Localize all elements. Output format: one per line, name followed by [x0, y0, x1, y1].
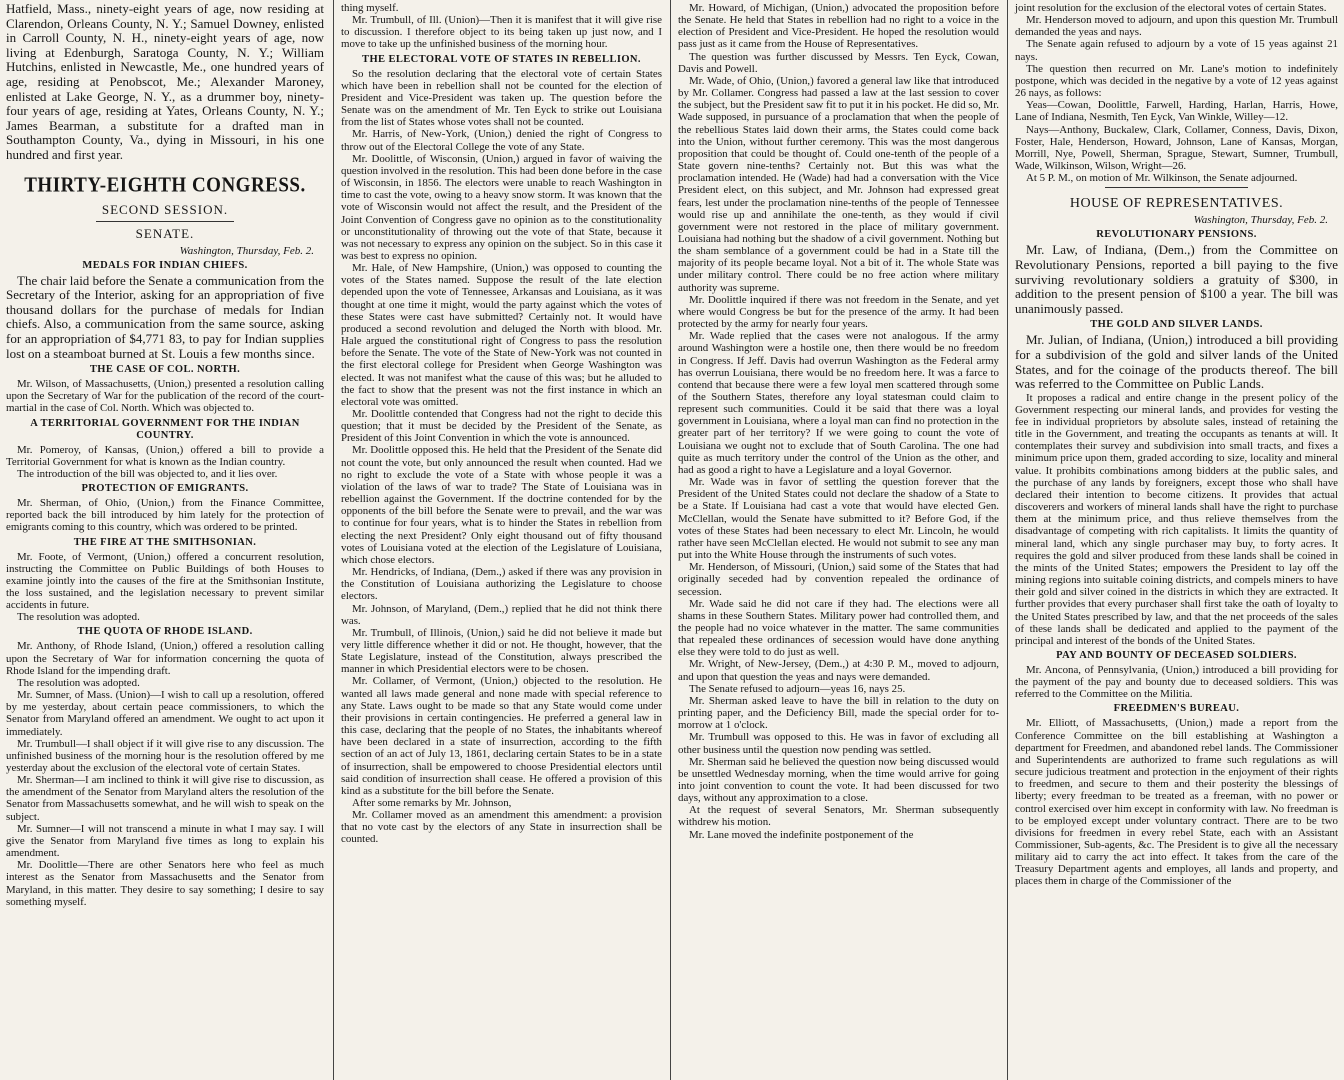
column-1 — [0, 0, 330, 1080]
paragraph: Mr. Doolittle contended that Congress had not the right to decide this question; that it must be decided by the President of the Senate, as President of this Joint Convention in which the vote is announced. — [341, 408, 662, 445]
column-2 — [335, 0, 668, 1080]
paragraph: So the resolution declaring that the electoral vote of certain States which have been in rebellion shall not be counted for the election of President and Vice-President was taken up. The question before the Senate was on the amendment of Mr. Ten Eyck to strike out Louisiana from the list of States whose votes shall not be counted. — [341, 67, 662, 129]
paragraph: Mr. Trumbull, of Illinois, (Union,) said he did not believe it made but very little difference whether it did or not. He thought, however, that the State Legislature, instead of the Constitution, always prescribed the manner in which Presidential electors were to be chosen. — [341, 626, 662, 676]
article-heading: A TERRITORIAL GOVERNMENT FOR THE INDIAN COUNTRY. — [30, 417, 300, 441]
paragraph: Mr. Hendricks, of Indiana, (Dem.,) asked if there was any provision in the Constitution of Louisiana authorizing the Legislature to choose electors. — [341, 566, 662, 603]
paragraph: Mr. Collamer, of Vermont, (Union,) objected to the resolution. He wanted all laws made general and none made with special reference to any State. Laws ought to be made so that any State would come under their provisions in certain contingencies. He preferred a general law in this case, declaring that the people of no States, the inhabitants whereof have been declared in a state of insurrection, according to the fifth section of an act of July 13, 1861, declaring certain States to be in a state of insurrection, shall be empowered to choose Presidential electors until said condition of insurrection shall cease. He offered a provision of this kind as a substitute for the bill before the Senate. — [341, 675, 662, 797]
paragraph: The introduction of the bill was objected to, and it lies over. — [17, 467, 278, 480]
paragraph: Nays—Anthony, Buckalew, Clark, Collamer, Conness, Davis, Dixon, Foster, Hale, Henderson, Howard, Johnson, Lane of Kansas, Morgan, Morrill, Nye, Powell, Sherman, Sprague, Stewart, Sumner, Trumbull, Wade, Wilkinson, Wilson, Wright—26. — [1015, 123, 1338, 173]
article-heading: PROTECTION OF EMIGRANTS. — [81, 483, 249, 495]
paragraph: Mr. Julian, of Indiana, (Union,) introduced a bill providing for a subdivision of the gold and silver lands of the United States, and for the coinage of the products thereof. The bill was referred to the Committee on Public Lands. — [1015, 332, 1338, 392]
dateline: Washington, Thursday, Feb. 2. — [179, 244, 314, 257]
paragraph: Mr. Sherman said he believed the question now being discussed would be unsettled Wednesday morning, when the time would arrive for going into joint convention to count the vote. It had been discussed for two days, without any approximation to a close. — [678, 755, 999, 805]
paragraph: Mr. Anthony, of Rhode Island, (Union,) offered a resolution calling upon the Secretary of War for information concerning the quota of Rhode Island for the impending draft. — [6, 640, 324, 677]
column-rule — [1007, 0, 1008, 1080]
paragraph: Mr. Doolittle—There are other Senators here who feel as much interest as the Senator from Massachusetts and the Senator from Maryland, in this matter. They desire to say something; I desire to say something myself. — [6, 859, 324, 908]
paragraph: Mr. Howard, of Michigan, (Union,) advocated the proposition before the Senate. He held that States in rebellion had no right to a voice in the election of President and Vice-President. He hoped the resolution would pass just as it came from the House of Representatives. — [678, 2, 999, 51]
paragraph: Mr. Sumner—I will not transcend a minute in what I may say. I will give the Senator from Maryland five times as long to explain his amendment. — [6, 822, 324, 860]
article-heading: FREEDMEN'S BUREAU. — [1113, 703, 1240, 715]
paragraph: Mr. Wright, of New-Jersey, (Dem.,) at 4:30 P. M., moved to adjourn, and upon that question the yeas and nays were demanded. — [678, 658, 999, 683]
paragraph: Mr. Hale, of New Hampshire, (Union,) was opposed to counting the votes of the States named. Suppose the result of the late election depended upon the vote of Tennessee, Arkansas and Louisiana, as it was thought at one time it might, would the party against which the votes of these States were cast have submitted? Certainly not. It would have produced a second revolution and deluged the North with blood. Mr. Hale argued the constitutional right of Congress to pass the resolution before the Senate. The vote of the State of New-York was not counted in the first electoral college for President when George Washington was elected. It was not manifest what the cause of this was; but he alluded to the fact to show that the present was not the first instance in which an electoral vote was omitted. — [341, 262, 662, 408]
paragraph: Mr. Harris, of New-York, (Union,) denied the right of Congress to throw out of the Electoral College the vote of any State. — [341, 128, 662, 153]
paragraph: Mr. Henderson, of Missouri, (Union,) said some of the States that had originally seceded had by convention repealed the ordinance of secession. — [678, 561, 999, 598]
paragraph: Yeas—Cowan, Doolittle, Farwell, Harding, Harlan, Harris, Howe, Lane of Indiana, Nesmith, Ten Eyck, Van Winkle, Willey—12. — [1015, 99, 1338, 124]
paragraph: Mr. Wade said he did not care if they had. The elections were all shams in these Southern States. Military power had controlled them, and the people had no voice whatever in the matter. The same communities that repealed these ordinances of secession would have done anything else they were told to do just as well. — [678, 597, 999, 659]
article-heading: THE GOLD AND SILVER LANDS. — [1090, 319, 1263, 331]
dateline: Washington, Thursday, Feb. 2. — [1193, 214, 1328, 227]
paragraph: joint resolution for the exclusion of the electoral votes of certain States. — [1015, 2, 1327, 14]
paragraph: Mr. Sherman asked leave to have the bill in relation to the duty on printing paper, and the Deficiency Bill, made the special order for to-morrow at 1 o'clock. — [678, 694, 999, 732]
column-rule — [670, 0, 671, 1080]
paragraph: Mr. Doolittle, of Wisconsin, (Union,) argued in favor of waiving the question involved in the resolution. This had been done before in the case of Wisconsin, in 1856. The electors were unable to reach Washington in time to cast the vote, owing to a heavy snow storm. It was known that the vote of Wisconsin would not affect the result, and the President of the Joint Convention of Congress gave no opinion as to the constitutionality or unconstitutionality of throwing out the vote of that State, because it was not necessary to express any opinion on the subject. So in this case it was best to express no opinion. — [341, 152, 662, 262]
paragraph: The question then recurred on Mr. Lane's motion to indefinitely postpone, which was decided in the negative by a vote of 12 yeas against 26 nays, as follows: — [1015, 62, 1338, 100]
paragraph: Mr. Johnson, of Maryland, (Dem.,) replied that he did not think there was. — [341, 602, 662, 627]
paragraph: The Senate refused to adjourn—yeas 16, nays 25. — [689, 682, 906, 695]
paragraph: Mr. Pomeroy, of Kansas, (Union,) offered a bill to provide a Territorial Government for what is known as the Indian country. — [6, 443, 324, 468]
paragraph: Mr. Doolittle opposed this. He held that the President of the Senate did not count the vote, but only announced the result when counted. Had we no right to exclude the vote of a State with whose people it was a violation of the laws of war to trade? The State of Louisiana was in rebellion against the Government. If the doctrine contended for by the opponents of the bill before the Senate were to prevail, and the war was to continue for four years, what is to hinder the States in rebellion from electing the next President? Only eight thousand out of fifty thousand votes of Louisiana voted at the election of the Legislature of Louisiana, which chose electors. — [341, 444, 662, 566]
paragraph: Mr. Henderson moved to adjourn, and upon this question Mr. Trumbull demanded the yeas and nays. — [1015, 14, 1338, 39]
section-title: THIRTY-EIGHTH CONGRESS. — [24, 173, 306, 197]
paragraph: The resolution was adopted. — [17, 676, 140, 689]
section-subtitle: SECOND SESSION. — [101, 201, 229, 217]
separator-rule — [1105, 187, 1248, 188]
paragraph: Mr. Sumner, of Mass. (Union)—I wish to call up a resolution, offered by me yesterday, about certain peace commissioners, to which the Senator from Maryland offered an amendment. We ought to act upon it immediately. — [6, 689, 324, 738]
paragraph: Mr. Ancona, of Pennsylvania, (Union,) introduced a bill providing for the payment of the pay and bounty due to deceased soldiers. This was referred to the Committee on the Militia. — [1015, 663, 1338, 701]
paragraph: The chair laid before the Senate a communication from the Secretary of the Interior, asking for an appropriation of five thousand dollars for the purchase of medals for Indian chiefs. Also, a communication from the same source, asking for an appropriation of $4,771 83, to pay for Indian supplies lost on a steamboat burned at St. Louis a few months since. — [6, 272, 324, 361]
paragraph: At the request of several Senators, Mr. Sherman subsequently withdrew his motion. — [678, 804, 999, 829]
paragraph: Mr. Wade was in favor of settling the question forever that the President of the United States could not declare the shadow of a State to be a State. If Louisiana had cast a vote that would have elected Gen. McClellan, would the Senate have submitted to it? Before God, if the votes of these States had been necessary to elect Mr. Lincoln, he would rather have seen McClellan elected. He would not submit to see any man put into the White House through the instruments of such votes. — [678, 476, 999, 562]
paragraph: After some remarks by Mr. Johnson, — [352, 797, 512, 809]
paragraph: Mr. Collamer moved as an amendment this amendment: a provision that no vote cast by the electors of any State in insurrection shall be counted. — [341, 809, 662, 846]
column-rule — [333, 0, 334, 1080]
article-heading: PAY AND BOUNTY OF DECEASED SOLDIERS. — [1056, 649, 1297, 661]
article-heading: THE FIRE AT THE SMITHSONIAN. — [73, 536, 257, 548]
paragraph: Mr. Trumbull, of Ill. (Union)—Then it is manifest that it will give rise to discussion. I therefore object to its being taken up just now, and I move to take up the unfinished business of the morning hour. — [341, 14, 662, 51]
separator-rule — [96, 221, 234, 222]
paragraph: At 5 P. M., on motion of Mr. Wilkinson, the Senate adjourned. — [1026, 172, 1298, 185]
paragraph: Hatfield, Mass., ninety-eight years of age, now residing at Clarendon, Orleans County, N. Y.; Samuel Downey, enlisted in Carroll County, N. H., ninety-eight years of age, now living at Edenburgh, Saratoga County, N. Y.; William Hutchins, enlisted in Newcastle, Me., one hundred years of age, residing at Penobscot, Me.; Alexander Maroney, enlisted at Lake George, N. Y., as a drummer boy, ninety-four years of age, residing at Yates, Orleans County, N. Y.; James Bearman, a substitute for a drafted man in Southampton County, Va., dying in Missouri, in his one hundred and first year. — [6, 1, 324, 162]
chamber-title: HOUSE OF REPRESENTATIVES. — [1069, 196, 1284, 212]
article-heading: REVOLUTIONARY PENSIONS. — [1096, 229, 1257, 241]
paragraph: The question was further discussed by Messrs. Ten Eyck, Cowan, Davis and Powell. — [678, 50, 999, 75]
article-heading: THE CASE OF COL. NORTH. — [89, 364, 241, 376]
paragraph: Mr. Wade, of Ohio, (Union,) favored a general law like that introduced by Mr. Collamer. Congress had passed a law at the last session to cover the subject, but the President saw fit to put it in his pocket. He did so, Mr. Wade supposed, in pursuance of a proclamation that when the people of the rebellious States laid down their arms, the States could come back into the Union, without further ceremony. This was the most dangerous proposition that could be thought of. Could one-tenth of the people of a State govern nine-tenths? Certainly not. But this was what the proclamation intended. He (Wade) had had a conversation with the Vice President elect, on this subject, and Mr. Johnson had expressed great fears, lest under the proclamation nine-tenths of the people of Tennessee would rise up and annihilate the one-tenth, as they would if civil government were not restored in the place of military government. Louisiana had nothing but the shadow of a civil government. Nothing but the sham semblance of a government could be had in a State till the majority of its people became loyal. Not a bit of it. The whole State was under military control. There could be no free action where military authority was supreme. — [678, 74, 999, 294]
article-heading: THE QUOTA OF RHODE ISLAND. — [77, 626, 253, 638]
column-3 — [672, 0, 1005, 1080]
paragraph: Mr. Trumbull was opposed to this. He was in favor of excluding all other business until the question now pending was settled. — [678, 731, 999, 756]
paragraph: Mr. Lane moved the indefinite postponement of the — [689, 828, 914, 841]
paragraph: Mr. Doolittle inquired if there was not freedom in the Senate, and yet where would Congress be but for the presence of the army. It had been protected by the army for nearly four years. — [678, 293, 999, 331]
paragraph: Mr. Law, of Indiana, (Dem.,) from the Committee on Revolutionary Pensions, reported a bill paying to the five surviving revolutionary soldiers a gratuity of $300, in addition to the present pension of $100 a year. The bill was unanimously passed. — [1015, 242, 1338, 316]
paragraph: Mr. Foote, of Vermont, (Union,) offered a concurrent resolution, instructing the Committee on Public Buildings of both Houses to examine jointly into the causes of the fire at the Smithsonian Institute, the loss sustained, and the legislation necessary to prevent similar accidents in future. — [6, 550, 324, 612]
paragraph: The resolution was adopted. — [17, 611, 140, 624]
paragraph: The Senate again refused to adjourn by a vote of 15 yeas against 21 nays. — [1015, 38, 1338, 63]
column-4 — [1009, 0, 1344, 1080]
section-subtitle: SENATE. — [135, 225, 195, 241]
paragraph: Mr. Trumbull—I shall object if it will give rise to any discussion. The unfinished business of the morning hour is the resolution offered by me yesterday about the exclusion of the electoral vote of certain States. — [6, 737, 324, 774]
article-heading: MEDALS FOR INDIAN CHIEFS. — [82, 259, 248, 271]
paragraph: Mr. Sherman, of Ohio, (Union,) from the Finance Committee, reported back the bill introduced by him lately for the protection of emigrants coming to this country, which was ordered to be printed. — [6, 497, 324, 534]
paragraph: Mr. Wilson, of Massachusetts, (Union,) presented a resolution calling upon the Secretary of War for the publication of the record of the court-martial in the case of Col. North. Which was objected to. — [6, 378, 324, 415]
article-heading: THE ELECTORAL VOTE OF STATES IN REBELLION. — [362, 53, 641, 65]
paragraph: Mr. Elliott, of Massachusetts, (Union,) made a report from the Conference Committee on the bill establishing at Washington a department for Freedmen, and abandoned rebel lands. The Commissioner and Superintendents are authorized to frame such regulations as will secure judicious treatment and protection in the enjoyment of their rights to freedmen, and secure to them and their posterity the blessings of liberty; every freedman to be treated as a freeman, with no power or control exercised over him except in conformity with law. No freedman is to be employed except under voluntary contract. There are to be two divisions for freedmen in every rebel State, each with an Assistant Commissioner, Sub-agents, &c. The President is to give all the necessary military aid to carry the act into effect. It takes from the care of the Treasury Department agents and employes, all lands and property, and places them in charge of the Commissioner of the — [1015, 717, 1338, 888]
paragraph: thing myself. — [341, 2, 399, 14]
paragraph: It proposes a radical and entire change in the present policy of the Government respecting our mineral lands, and provides for vesting the fee in individual proprietors by absolute sales, instead of retaining the title in the Government, and treating the occupants as tenants at will. It contemplates their survey and subdivision into small tracts, and fixes a minimum price upon them, graded according to size, locality and mineral value. It prohibits combinations among bidders at the public sales, and the purchase of any lands by foreigners, except those who shall have declared their intention to become citizens. It provides that actual discoverers and workers of mineral lands shall have the right to purchase them at the minimum price, and thus relieve themselves from the disadvantage of competing with rich capitalists. It limits the quantity of mineral land, which any single purchaser may buy, to forty acres. It requires the gold and silver produced from these lands shall be coined in the mints of the United States; empowers the President to lay off the mining regions into suitable coining districts, and compels miners to have their gold and silver coined in the districts in which they are extracted. It further provides that every purchaser shall first take the oath of loyalty to the United States prescribed by law, and that the net proceeds of the sales of these lands shall be dedicated and applied to the payment of the principal and interest of the bonds of the United States. — [1015, 391, 1338, 647]
paragraph: Mr. Wade replied that the cases were not analogous. If the army around Washington were a hostile one, then there would be no freedom in Congress. If Jeff. Davis had overrun Washington as the Federal army has overrun Louisiana, there would be no freedom here. It was a farce to contend that because there were a few loyal men scattered through some of the Southern States, therefore any loyal statesman could claim to represent such communities. Could it be said that there was a loyal government in Louisiana, where a loyal man can find no protection in the greater part of her territory? If we were going to count the vote of Louisiana we ought not to exclude that of South Carolina. The one had quite as much territory under the control of the Union as the other, and had as good a right to have a Legislature and a loyal Governor. — [678, 330, 999, 476]
paragraph: Mr. Sherman—I am inclined to think it will give rise to discussion, as the amendment of the Senator from Maryland alters the resolution of the Senator from Massachusetts somewhat, and he will wish to speak on the subject. — [6, 774, 324, 823]
